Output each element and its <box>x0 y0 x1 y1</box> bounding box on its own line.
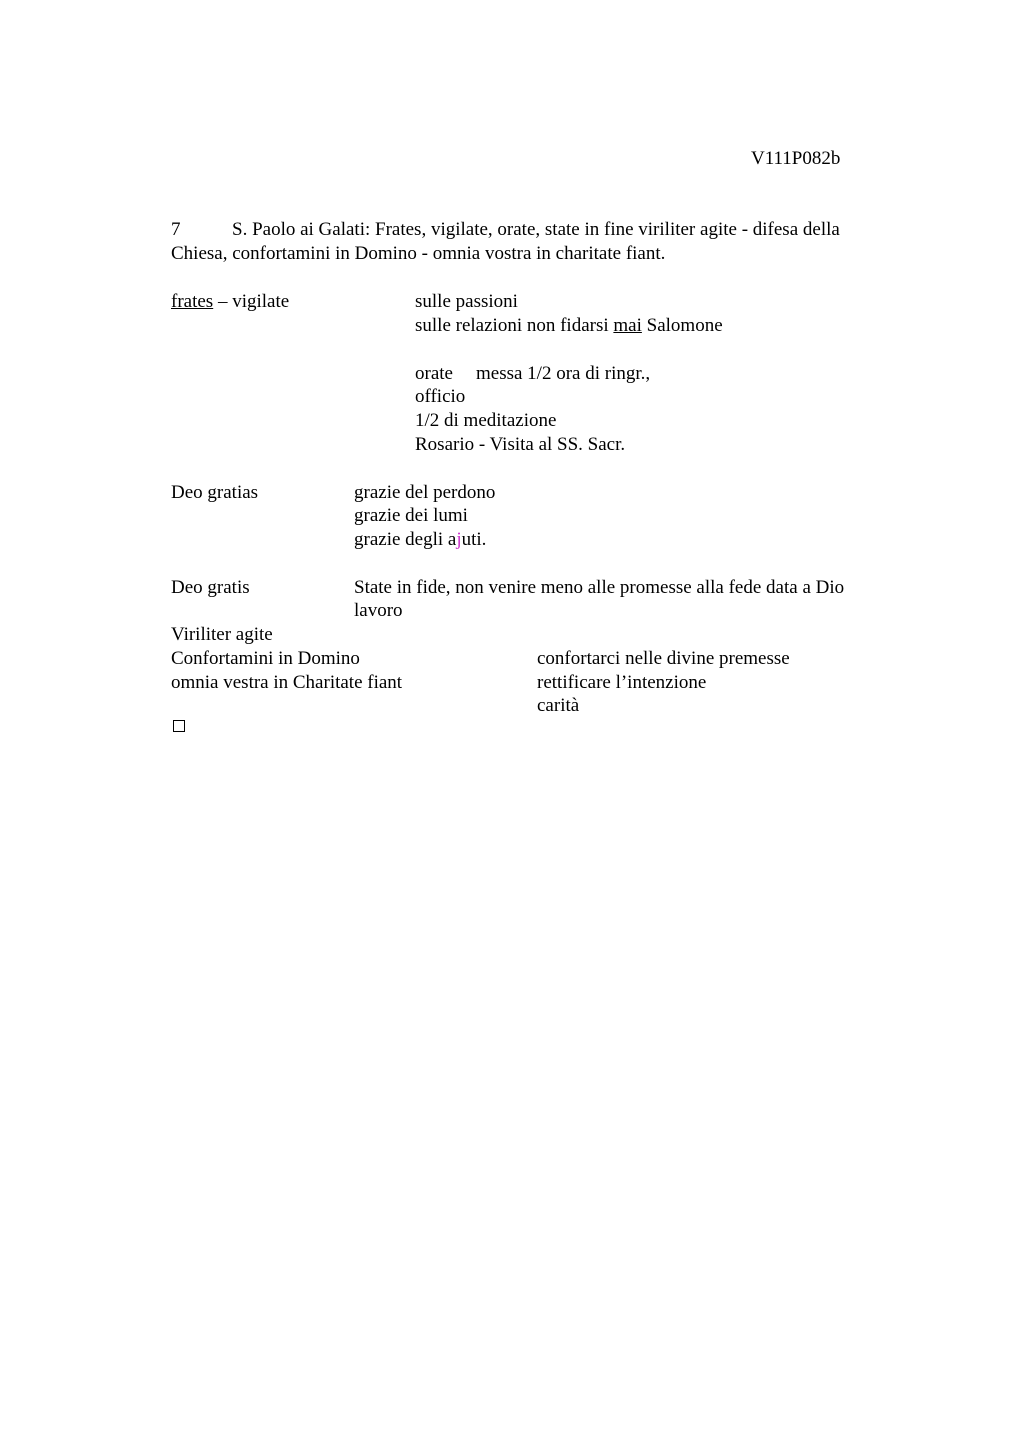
orate-label: orate <box>415 363 453 384</box>
ajuti-highlight: j <box>456 529 462 550</box>
grazie-perdono: grazie del perdono <box>354 482 496 503</box>
rosario-line: Rosario - Visita al SS. Sacr. <box>415 434 626 455</box>
messa-line: messa 1/2 ora di ringr., <box>476 363 651 384</box>
meditazione-line: 1/2 di meditazione <box>415 410 557 431</box>
deo-gratis-label: Deo gratis <box>171 577 250 598</box>
deo-gratias-label: Deo gratias <box>171 482 259 503</box>
ajuti-pre: grazie degli a <box>354 529 457 550</box>
confortarci-line: confortarci nelle divine premesse <box>537 648 790 669</box>
relazioni-post: Salomone <box>641 315 723 336</box>
frates-label <box>171 291 289 313</box>
page-code: V111P082b <box>751 148 841 169</box>
confortamini-line: Confortamini in Domino <box>171 648 360 669</box>
mai-underlined: mai <box>613 315 642 336</box>
intro-line-2: Chiesa, confortamini in Domino - omnia vostra in charitate fiant. <box>171 243 666 264</box>
rettificare-line: rettificare l’intenzione <box>537 672 707 693</box>
section-number: 7 <box>171 219 181 240</box>
ajuti-post: uti. <box>461 529 487 550</box>
state-in-fide-line: State in fide, non venire meno alle promesse alla fede data a Dio <box>354 577 845 598</box>
grazie-ajuti <box>354 529 486 551</box>
viriliter-line: Viriliter agite <box>171 624 273 645</box>
intro-line-1: S. Paolo ai Galati: Frates, vigilate, orate, state in fine viriliter agite - difesa della <box>232 219 840 240</box>
frates-label-rest: – vigilate <box>213 291 290 312</box>
relazioni-pre: sulle relazioni non fidarsi <box>415 315 614 336</box>
checkbox-square-icon <box>173 720 185 732</box>
officio-line: officio <box>415 386 466 407</box>
omnia-line: omnia vestra in Charitate fiant <box>171 672 403 693</box>
frates-underlined: frates <box>171 291 214 312</box>
grazie-lumi: grazie dei lumi <box>354 505 468 526</box>
lavoro-line: lavoro <box>354 600 403 621</box>
passioni-line: sulle passioni <box>415 291 518 312</box>
carita-line: carità <box>537 695 580 716</box>
relazioni-line <box>415 315 723 337</box>
